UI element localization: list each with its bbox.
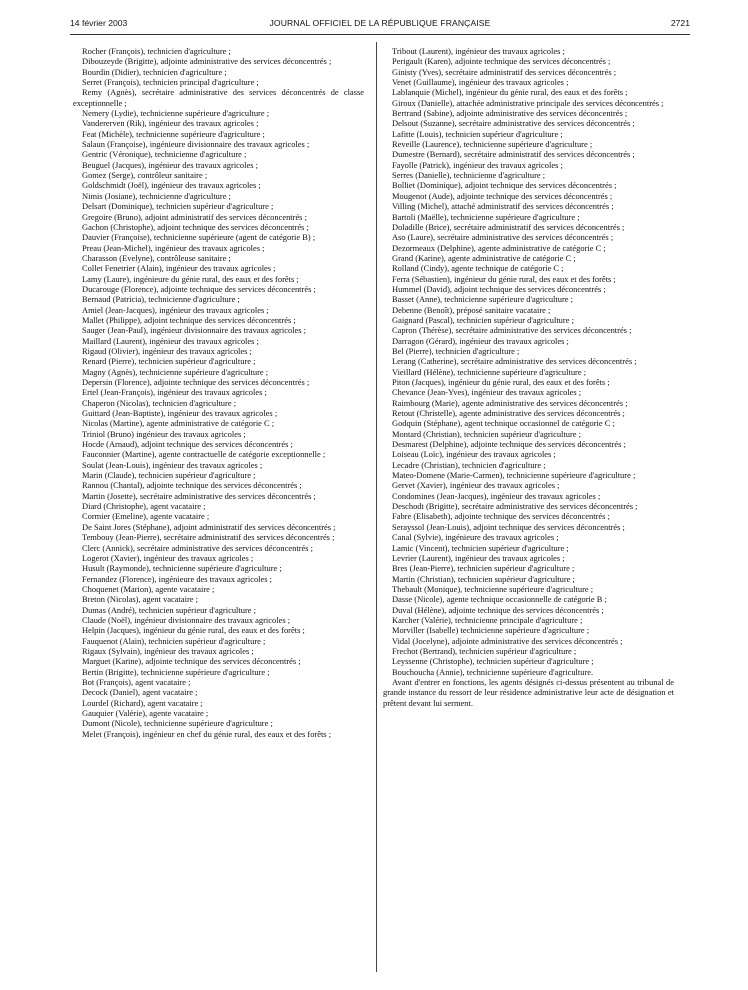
list-entry: Vandererven (Rik), ingénieur des travaux agricoles ; (82, 118, 259, 129)
list-entry: Dibouzeyde (Brigitte), adjointe administrative des services déconcentrés ; (82, 56, 332, 67)
list-entry: Leyssenne (Christophe), technicien supérieur d'agriculture ; (392, 656, 594, 667)
list-entry: Choquenet (Marion), agente vacataire ; (82, 583, 215, 594)
list-entry: Diard (Christophe), agent vacataire ; (82, 501, 206, 512)
list-entry: Karcher (Valérie), technicienne principale d'agriculture ; (392, 614, 583, 625)
list-entry: Reveille (Laurence), technicienne supérieure d'agriculture ; (392, 139, 593, 150)
list-entry: Hocde (Arnaud), adjoint technique des services déconcentrés ; (82, 439, 293, 450)
list-entry: Ertel (Jean-François), ingénieur des travaux agricoles ; (82, 387, 267, 398)
list-entry: Bel (Pierre), technicien d'agriculture ; (392, 345, 520, 356)
list-entry: Fernandez (Florence), ingénieure des travaux agricoles ; (82, 573, 272, 584)
list-entry: Martin (Christian), technicien supérieur d'agriculture ; (392, 573, 575, 584)
column-divider (376, 42, 377, 972)
list-entry: Rigaux (Sylvain), ingénieur des travaux agricoles ; (82, 645, 254, 656)
list-entry: Nimis (Josiane), technicienne d'agriculture ; (82, 190, 231, 201)
list-entry: Charasson (Evelyne), contrôleuse sanitaire ; (82, 252, 231, 263)
list-entry: Bolliet (Dominique), adjoint technique des services déconcentrés ; (392, 180, 617, 191)
list-entry: Dezormeaux (Delphine), agente administrative de catégorie C ; (392, 242, 606, 253)
header-date: 14 février 2003 (70, 18, 128, 28)
list-entry: Soulat (Jean-Louis), ingénieur des travaux agricoles ; (82, 459, 263, 470)
list-entry: Magny (Agnès), technicienne supérieure d'agriculture ; (82, 366, 269, 377)
list-entry: Fayolle (Patrick), ingénieur des travaux agricoles ; (392, 159, 563, 170)
list-entry: Fauquenot (Alain), technicien supérieur d'agriculture ; (82, 635, 266, 646)
list-entry: Lourdel (Richard), agent vacataire ; (82, 697, 203, 708)
list-entry: Villing (Michel), attaché administratif des services déconcentrés ; (392, 201, 614, 212)
right-column (383, 46, 674, 708)
list-entry: Maillard (Laurent), ingénieur des travaux agricoles ; (82, 335, 259, 346)
list-entry: Sauger (Jean-Paul), ingénieur divisionnaire des travaux agricoles ; (82, 325, 306, 336)
list-entry: Husult (Raymonde), technicienne supérieure d'agriculture ; (82, 563, 282, 574)
list-entry: Lerang (Catherine), secrétaire administrative des services déconcentrés ; (392, 356, 637, 367)
list-entry: Gregoire (Bruno), adjoint administratif des services déconcentrés ; (82, 211, 307, 222)
list-entry: Serres (Danielle), technicienne d'agriculture ; (392, 170, 546, 181)
list-entry: Rolland (Cindy), agente technique de catégorie C ; (392, 263, 564, 274)
list-entry: Lablanquie (Michel), ingénieur du génie rural, des eaux et des forêts ; (392, 87, 628, 98)
list-entry: Godquin (Stéphane), agent technique occasionnel de catégorie C ; (392, 418, 615, 429)
list-entry: Remy (Agnès), secrétaire administrative des services déconcentrés de classe exceptionnelle ; (73, 87, 364, 108)
list-entry: Tribout (Laurent), ingénieur des travaux agricoles ; (392, 46, 565, 56)
list-entry: Gervet (Xavier), ingénieur des travaux agricoles ; (392, 480, 560, 491)
list-entry: Feat (Michèle), technicienne supérieure d'agriculture ; (82, 128, 265, 139)
list-entry: Dumestre (Bernard), secrétaire administratif des services déconcentrés ; (392, 149, 635, 160)
list-entry: Depersin (Florence), adjointe technique des services déconcentrés ; (82, 377, 310, 387)
list-entry: Aso (Laure), secrétaire administrative des services déconcentrés ; (392, 232, 614, 243)
list-entry: Preau (Jean-Michel), ingénieur des travaux agricoles ; (82, 242, 265, 253)
list-entry: Collet Fenetrier (Alain), ingénieur des travaux agricoles ; (82, 263, 276, 274)
list-entry: Marguet (Karine), adjointe technique des services déconcentrés ; (82, 656, 301, 667)
list-entry: Venet (Guillaume), ingénieur des travaux agricoles ; (392, 77, 569, 88)
list-entry: Dumas (André), technicien supérieur d'agriculture ; (82, 604, 256, 615)
page-number: 2721 (670, 18, 690, 28)
list-entry: Grand (Karine), agente administrative de catégorie C ; (392, 252, 576, 263)
list-entry: Claude (Noël), ingénieur divisionnaire des travaux agricoles ; (82, 614, 291, 625)
list-entry: Loiseau (Loïc), ingénieur des travaux agricoles ; (392, 449, 556, 460)
list-entry: Gauquier (Valérie), agente vacataire ; (82, 708, 209, 718)
list-entry: Levrier (Laurent), ingénieur des travaux agricoles ; (392, 552, 565, 563)
list-entry: Lamy (Laure), ingénieure du génie rural, des eaux et des forêts ; (82, 273, 299, 284)
list-entry: Lecadre (Christian), technicien d'agriculture ; (392, 459, 546, 470)
list-entry: Salaun (Françoise), ingénieure divisionnaire des travaux agricoles ; (82, 139, 310, 150)
list-entry: Piton (Jacques), ingénieur du génie rural, des eaux et des forêts ; (392, 377, 610, 387)
list-entry: Mateo-Domene (Marie-Carmen), technicienne supérieure d'agriculture ; (392, 470, 636, 481)
list-entry: Ferra (Sébastien), ingénieur du génie rural, des eaux et des forêts ; (392, 273, 616, 284)
list-entry: Debenne (Benoît), préposé sanitaire vacataire ; (392, 304, 551, 315)
list-entry: Bres (Jean-Pierre), technicien supérieur d'agriculture ; (392, 563, 575, 574)
list-entry: Raimbourg (Marie), agente administrative des services déconcentrés ; (392, 397, 628, 408)
list-entry: Gomez (Serge), contrôleur sanitaire ; (82, 170, 208, 181)
list-entry: Gaignard (Pascal), technicien supérieur d'agriculture ; (392, 314, 574, 325)
list-entry: Dasse (Nicole), agente technique occasionnelle de catégorie B ; (392, 594, 607, 605)
list-entry: Logerot (Xavier), ingénieur des travaux agricoles ; (82, 552, 254, 563)
list-entry: Fauconnier (Martine), agente contractuelle de catégorie exceptionnelle ; (82, 449, 326, 460)
list-entry: Lafitte (Louis), technicien supérieur d'agriculture ; (392, 128, 563, 139)
list-entry: Marin (Claude), technicien supérieur d'agriculture ; (82, 470, 256, 481)
left-column (73, 46, 364, 739)
list-entry: Ginisty (Yves), secrétaire administratif des services déconcentrés ; (392, 66, 617, 77)
list-entry: Montard (Christian), technicien supérieur d'agriculture ; (392, 428, 581, 439)
list-entry: Rannou (Chantal), adjointe technique des services déconcentrés ; (82, 480, 302, 491)
list-entry: Breton (Nicolas), agent vacataire ; (82, 594, 198, 605)
list-entry: Chevance (Jean-Yves), ingénieur des travaux agricoles ; (392, 387, 582, 398)
list-entry: Mougenot (Aude), adjointe technique des services déconcentrés ; (392, 190, 613, 201)
list-entry: Gachon (Christophe), adjoint technique des services déconcentrés ; (82, 221, 309, 232)
list-entry: Bot (François), agent vacataire ; (82, 676, 191, 687)
list-entry: Darragon (Gérard), ingénieur des travaux agricoles ; (392, 335, 569, 346)
list-entry: Bernaud (Patricia), technicienne d'agriculture ; (82, 294, 240, 305)
list-entry: Martin (Josette), secrétaire administrative des services déconcentrés ; (82, 490, 316, 501)
list-entry: Melet (François), ingénieur en chef du génie rural, des eaux et des forêts ; (82, 728, 332, 739)
list-entry: Bertrand (Sabine), adjointe administrative des services déconcentrés ; (392, 108, 628, 119)
list-entry: Triniol (Bruno) ingénieur des travaux agricoles ; (82, 428, 246, 439)
list-entry: Beuguel (Jacques), ingénieur des travaux agricoles ; (82, 159, 258, 170)
list-entry: Giroux (Danielle), attachée administrative principale des services déconcentrés ; (392, 97, 664, 108)
list-entry: Dumont (Nicole), technicienne supérieure d'agriculture ; (82, 718, 273, 729)
list-entry: Capron (Thérèse), secrétaire administrative des services déconcentrés ; (392, 325, 632, 336)
list-entry: Nicolas (Martine), agente administrative de catégorie C ; (82, 418, 275, 429)
list-entry: Lamic (Vincent), technicien supérieur d'agriculture ; (392, 542, 569, 553)
list-entry: Chaperon (Nicolas), technicien d'agriculture ; (82, 397, 237, 408)
list-entry: Perigault (Karen), adjointe technique des services déconcentrés ; (392, 56, 611, 67)
list-entry: Frechot (Bertrand), technicien supérieur d'agriculture ; (392, 645, 577, 656)
list-entry: Renard (Pierre), technicien supérieur d'agriculture ; (82, 356, 256, 367)
list-entry: Canal (Sylvie), ingénieure des travaux agricoles ; (392, 532, 559, 543)
list-entry: Gentric (Véronique), technicienne d'agriculture ; (82, 149, 247, 160)
list-entry: Hummel (David), adjoint technique des services déconcentrés ; (392, 283, 606, 294)
list-entry: Decock (Daniel), agent vacataire ; (82, 687, 198, 698)
list-entry: Tembouy (Jean-Pierre), secrétaire administratif des services déconcentrés ; (82, 532, 335, 543)
list-entry: Goldschmidt (Joël), ingénieur des travaux agricoles ; (82, 180, 261, 191)
list-entry: Bouchoucha (Annie), technicienne supérieure d'agriculture. (392, 666, 594, 677)
list-entry: Desmarest (Delphine), adjointe technique des services déconcentrés ; (392, 439, 626, 450)
list-entry: Nemery (Lydie), technicienne supérieure d'agriculture ; (82, 108, 270, 119)
list-entry: Dauvier (Françoise), technicienne supérieure (agent de catégorie B) ; (82, 232, 316, 243)
list-entry: Serayssol (Jean-Louis), adjoint technique des services déconcentrés ; (392, 521, 625, 532)
header-rule (70, 34, 690, 35)
list-entry: Rigaud (Olivier), ingénieur des travaux agricoles ; (82, 345, 252, 356)
list-entry: Duval (Hélène), adjointe technique des services déconcentrés ; (392, 604, 604, 615)
list-entry: Cormier (Emeline), agente vacataire ; (82, 511, 210, 522)
page-header (70, 18, 690, 32)
journal-title: JOURNAL OFFICIEL DE LA RÉPUBLIQUE FRANÇAISE (269, 18, 491, 28)
list-entry: Clerc (Annick), secrétaire administrative des services déconcentrés ; (82, 542, 313, 553)
list-entry: Vieillard (Hélène), technicienne supérieure d'agriculture ; (392, 366, 587, 377)
list-entry: De Saint Jores (Stéphane), adjoint administratif des services déconcentrés ; (82, 521, 336, 532)
list-entry: Ducarouge (Florence), adjointe technique des services déconcentrés ; (82, 283, 316, 294)
list-entry: Bartoli (Maëlle), technicienne supérieure d'agriculture ; (392, 211, 580, 222)
list-entry: Condomines (Jean-Jacques), ingénieur des travaux agricoles ; (392, 490, 601, 501)
list-entry: Guittard (Jean-Baptiste), ingénieur des travaux agricoles ; (82, 408, 278, 419)
list-entry: Delsart (Dominique), technicien supérieur d'agriculture ; (82, 201, 274, 212)
list-entry: Bourdin (Didier), technicien d'agriculture ; (82, 66, 227, 77)
list-entry: Helpin (Jacques), ingénieur du génie rural, des eaux et des forêts ; (82, 625, 305, 636)
list-entry: Fabre (Elisabeth), adjointe technique des services déconcentrés ; (392, 511, 610, 522)
list-entry: Morviller (Isabelle) technicienne supérieure d'agriculture ; (392, 625, 590, 636)
list-entry: Retout (Christelle), agente administrative des services déconcentrés ; (392, 408, 625, 419)
list-entry: Mallet (Philippe), adjoint technique des services déconcentrés ; (82, 314, 296, 325)
list-entry: Rocher (François), technicien d'agriculture ; (82, 46, 231, 56)
list-entry: Doladille (Brice), secrétaire administratif des services déconcentrés ; (392, 221, 625, 232)
list-entry: Avant d'entrer en fonctions, les agents désignés ci-dessus présentent au tribunal de grande instance du ressort de leur résidence administrative leur acte de désignation et prêtent devant lui serment. (383, 676, 674, 708)
list-entry: Delsout (Suzanne), secrétaire administrative des services déconcentrés ; (392, 118, 635, 129)
list-entry: Bertin (Brigitte), technicienne supérieure d'agriculture ; (82, 666, 270, 677)
list-entry: Thebault (Monique), technicienne supérieure d'agriculture ; (392, 583, 594, 594)
list-entry: Basset (Anne), technicienne supérieure d'agriculture ; (392, 294, 573, 305)
list-entry: Vidal (Jocelyne), adjointe administrative des services déconcentrés ; (392, 635, 623, 646)
list-entry: Deschodt (Brigitte), secrétaire administrative des services déconcentrés ; (392, 501, 638, 512)
list-entry: Serret (François), technicien principal d'agriculture ; (82, 77, 259, 88)
list-entry: Amiel (Jean-Jacques), ingénieur des travaux agricoles ; (82, 304, 269, 315)
